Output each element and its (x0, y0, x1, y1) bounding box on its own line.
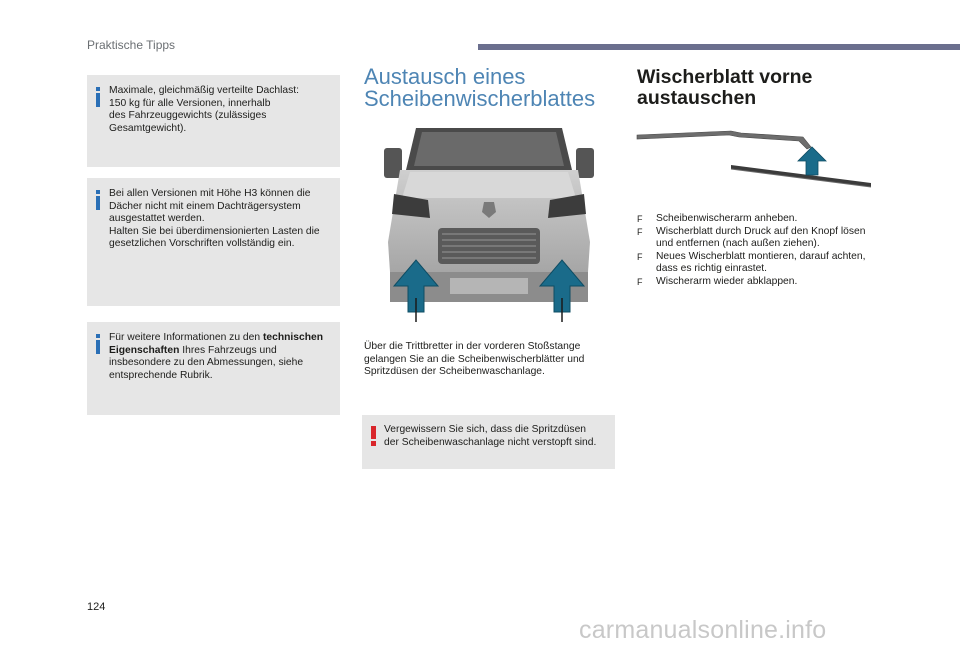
header-bar (478, 44, 960, 50)
wiper-blade-illustration (635, 125, 875, 195)
info-box-technical (87, 322, 340, 415)
section-heading-front-wiper: Wischerblatt vorne austauschen (637, 66, 813, 109)
warning-icon (371, 426, 376, 446)
steps-list (637, 213, 882, 289)
section-heading-replace: Austausch eines Scheibenwischerblattes (364, 64, 596, 111)
van-front-illustration (380, 122, 598, 322)
warning-text: Vergewissern Sie sich, dass die Spritzdüsen der Scheibenwaschanlage nicht verstopft sind. (384, 424, 597, 448)
list-item: F Wischerarm wieder abklappen. (637, 275, 798, 287)
step-marker-icon: F (637, 276, 643, 287)
info-icon (95, 334, 101, 354)
list-item: F Scheibenwischerarm anheben. (637, 213, 798, 224)
info-icon (95, 87, 101, 107)
warning-box (362, 415, 615, 469)
watermark: carmanualsonline.info (579, 616, 827, 644)
info-box-h3-roof (87, 178, 340, 306)
lift-arrow-icon (798, 147, 826, 175)
step-marker-icon: F (637, 226, 643, 237)
list-item: F Wischerblatt durch Druck auf den Knopf lösen und entfernen (nach außen ziehen). (637, 225, 866, 250)
page-header-title: Praktische Tipps (87, 38, 176, 52)
info-text: Für weitere Informationen zu den technischen Eigenschaften Ihres Fahrzeugs und insbesondere zu den Abmessungen, siehe entsprechende Rubrik. (109, 332, 324, 381)
info-text: Bei allen Versionen mit Höhe H3 können die Dächer nicht mit einem Dachträgersystem ausgestattet werden. Halten Sie bei überdimensionierten Lasten die gesetzlichen Vorschriften vollständig ein. (109, 188, 320, 250)
page-number: 124 (87, 601, 106, 613)
step-marker-icon: F (637, 214, 643, 224)
info-icon (95, 190, 101, 210)
info-box-roof-load (87, 75, 340, 167)
replace-body-text: Über die Trittbretter in der vorderen Stoßstange gelangen Sie an die Scheibenwischerblätter und Spritzdüsen der Scheibenwaschanlage. (364, 341, 585, 378)
info-text: Maximale, gleichmäßig verteilte Dachlast: 150 kg für alle Versionen, innerhalb des Fahrzeuggewichts (zulässiges Gesamtgewicht). (109, 85, 299, 134)
list-item: F Neues Wischerblatt montieren, darauf achten, dass es richtig einrastet. (637, 250, 866, 275)
step-marker-icon: F (637, 251, 643, 262)
